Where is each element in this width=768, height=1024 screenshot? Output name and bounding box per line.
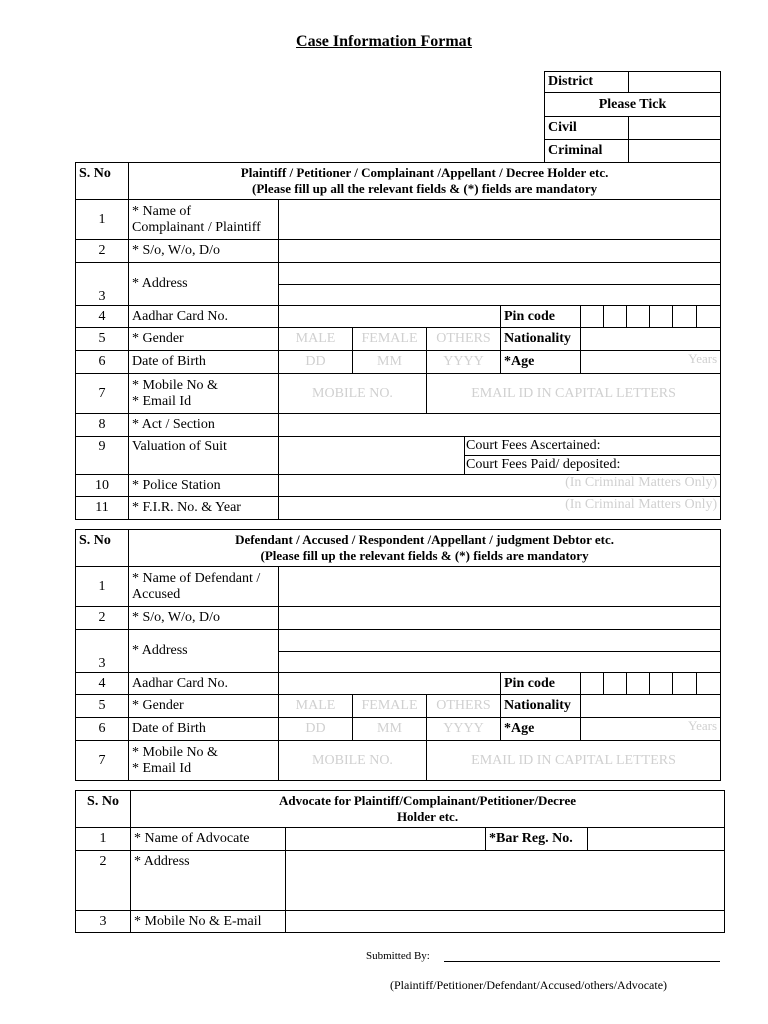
gender-others-option[interactable]: OTHERS <box>427 328 501 351</box>
gender-female-option[interactable]: FEMALE <box>353 695 427 718</box>
row-number: 1 <box>76 567 129 607</box>
advocate-header-line1: Advocate for Plaintiff/Complainant/Petitioner/Decree <box>279 793 577 808</box>
row-number: 3 <box>76 630 129 673</box>
submitted-by-label: Submitted By: <box>366 950 430 962</box>
advocate-section-header <box>131 791 725 828</box>
row-number: 1 <box>76 828 131 851</box>
criminal-label: Criminal <box>545 140 629 163</box>
pin-digit-box[interactable] <box>627 306 650 328</box>
advocate-address-input[interactable] <box>286 851 725 911</box>
name-label-line2: Accused <box>132 586 181 602</box>
submitter-roles: (Plaintiff/Petitioner/Defendant/Accused/others/Advocate) <box>390 978 668 992</box>
email-input[interactable]: EMAIL ID IN CAPITAL LETTERS <box>427 741 721 781</box>
row-number: 3 <box>76 911 131 933</box>
aadhar-label: Aadhar Card No. <box>129 306 279 328</box>
relation-label: * S/o, W/o, D/o <box>129 240 279 263</box>
age-label: *Age <box>501 351 581 374</box>
email-label: * Email Id <box>132 393 192 409</box>
plaintiff-name-input[interactable] <box>279 200 721 240</box>
advocate-name-label: * Name of Advocate <box>131 828 286 851</box>
civil-tick-box[interactable] <box>629 117 721 140</box>
row-number: 1 <box>76 200 129 240</box>
police-station-label: * Police Station <box>129 475 279 497</box>
court-fees-ascertained-field[interactable]: Court Fees Ascertained: <box>465 437 721 456</box>
row-number: 2 <box>76 851 131 911</box>
row-number: 6 <box>76 718 129 741</box>
row-number: 7 <box>76 741 129 781</box>
bar-reg-input[interactable] <box>588 828 725 851</box>
valuation-label: Valuation of Suit <box>129 437 279 475</box>
plaintiff-section-header <box>129 163 721 200</box>
dob-month-input[interactable]: MM <box>353 351 427 374</box>
plaintiff-address-line1-input[interactable] <box>279 263 721 285</box>
dob-year-input[interactable]: YYYY <box>427 718 501 741</box>
advocate-contact-input[interactable] <box>286 911 725 933</box>
fir-label: * F.I.R. No. & Year <box>129 497 279 520</box>
contact-label <box>129 374 279 414</box>
row-number: 10 <box>76 475 129 497</box>
civil-label: Civil <box>545 117 629 140</box>
name-label <box>129 200 279 240</box>
row-number: 7 <box>76 374 129 414</box>
act-section-input[interactable] <box>279 414 721 437</box>
signature-line[interactable] <box>444 948 720 962</box>
please-tick-label: Please Tick <box>545 93 721 117</box>
advocate-header-line2: Holder etc. <box>396 809 459 824</box>
defendant-name-label <box>129 567 279 607</box>
name-label-line1: * Name of Defendant / <box>132 570 261 586</box>
plaintiff-address-line2-input[interactable] <box>279 285 721 306</box>
pin-digit-box[interactable] <box>650 306 673 328</box>
relation-label: * S/o, W/o, D/o <box>129 607 279 630</box>
police-station-input[interactable]: (In Criminal Matters Only) <box>279 475 721 497</box>
district-box <box>544 71 721 163</box>
plaintiff-aadhar-input[interactable] <box>279 306 501 328</box>
age-label: *Age <box>501 718 581 741</box>
defendant-address-line2-input[interactable] <box>279 652 721 673</box>
name-label-line1: * Name of <box>132 203 192 219</box>
age-input[interactable]: Years <box>581 718 721 741</box>
row-number: 8 <box>76 414 129 437</box>
plaintiff-header-line2: (Please fill up all the relevant fields & (*) fields are mandatory <box>252 181 598 196</box>
gender-label: * Gender <box>129 695 279 718</box>
pin-digit-box[interactable] <box>673 306 697 328</box>
defendant-nationality-input[interactable] <box>581 695 721 718</box>
row-number: 5 <box>76 328 129 351</box>
gender-male-option[interactable]: MALE <box>279 328 353 351</box>
email-input[interactable]: EMAIL ID IN CAPITAL LETTERS <box>427 374 721 414</box>
row-number: 6 <box>76 351 129 374</box>
plaintiff-table <box>75 162 721 520</box>
row-number: 2 <box>76 607 129 630</box>
row-number: 5 <box>76 695 129 718</box>
gender-label: * Gender <box>129 328 279 351</box>
criminal-tick-box[interactable] <box>629 140 721 163</box>
dob-day-input[interactable]: DD <box>279 718 353 741</box>
dob-year-input[interactable]: YYYY <box>427 351 501 374</box>
email-label: * Email Id <box>132 760 192 776</box>
pin-digit-box[interactable] <box>673 673 697 695</box>
defendant-table <box>75 529 721 781</box>
pin-digit-box[interactable] <box>581 673 604 695</box>
pin-digit-box[interactable] <box>604 673 627 695</box>
row-number: 4 <box>76 673 129 695</box>
gender-others-option[interactable]: OTHERS <box>427 695 501 718</box>
nationality-label: Nationality <box>501 695 581 718</box>
contact-label <box>129 741 279 781</box>
defendant-header-line2: (Please fill up the relevant fields & (*) fields are mandatory <box>260 548 589 563</box>
advocate-contact-label: * Mobile No & E-mail <box>131 911 286 933</box>
defendant-name-input[interactable] <box>279 567 721 607</box>
pin-digit-box[interactable] <box>650 673 673 695</box>
advocate-address-label: * Address <box>131 851 286 911</box>
address-label: * Address <box>129 263 279 306</box>
advocate-name-input[interactable] <box>286 828 486 851</box>
age-input[interactable]: Years <box>581 351 721 374</box>
row-number: 11 <box>76 497 129 520</box>
defendant-relation-input[interactable] <box>279 607 721 630</box>
act-section-label: * Act / Section <box>129 414 279 437</box>
row-number: 4 <box>76 306 129 328</box>
pin-digit-box[interactable] <box>697 306 721 328</box>
dob-label: Date of Birth <box>129 718 279 741</box>
court-fees-paid-field[interactable]: Court Fees Paid/ deposited: <box>465 456 721 475</box>
address-label: * Address <box>129 630 279 673</box>
pin-digit-box[interactable] <box>697 673 721 695</box>
col-sno-header: S. No <box>76 791 131 828</box>
dob-month-input[interactable]: MM <box>353 718 427 741</box>
aadhar-label: Aadhar Card No. <box>129 673 279 695</box>
defendant-section-header <box>129 530 721 567</box>
gender-female-option[interactable]: FEMALE <box>353 328 427 351</box>
defendant-address-line1-input[interactable] <box>279 630 721 652</box>
defendant-aadhar-input[interactable] <box>279 673 501 695</box>
mobile-label: * Mobile No & <box>132 744 218 760</box>
col-sno-header: S. No <box>76 163 129 200</box>
gender-male-option[interactable]: MALE <box>279 695 353 718</box>
nationality-label: Nationality <box>501 328 581 351</box>
row-number: 3 <box>76 263 129 306</box>
mobile-input[interactable]: MOBILE NO. <box>279 741 427 781</box>
pin-code-label: Pin code <box>501 673 581 695</box>
district-label: District <box>545 72 629 93</box>
pin-code-label: Pin code <box>501 306 581 328</box>
plaintiff-relation-input[interactable] <box>279 240 721 263</box>
row-number: 2 <box>76 240 129 263</box>
valuation-input[interactable] <box>279 437 465 475</box>
pin-digit-box[interactable] <box>604 306 627 328</box>
fir-input[interactable]: (In Criminal Matters Only) <box>279 497 721 520</box>
defendant-header-line1: Defendant / Accused / Respondent /Appellant / judgment Debtor etc. <box>235 532 614 547</box>
mobile-label: * Mobile No & <box>132 377 218 393</box>
mobile-input[interactable]: MOBILE NO. <box>279 374 427 414</box>
dob-label: Date of Birth <box>129 351 279 374</box>
name-label-line2: Complainant / Plaintiff <box>132 219 261 235</box>
bar-reg-label: *Bar Reg. No. <box>486 828 588 851</box>
pin-digit-box[interactable] <box>581 306 604 328</box>
pin-digit-box[interactable] <box>627 673 650 695</box>
district-field[interactable] <box>629 72 721 93</box>
advocate-table <box>75 790 725 933</box>
page-title: Case Information Format <box>296 33 472 50</box>
plaintiff-header-line1: Plaintiff / Petitioner / Complainant /Appellant / Decree Holder etc. <box>240 165 609 180</box>
col-sno-header: S. No <box>76 530 129 567</box>
dob-day-input[interactable]: DD <box>279 351 353 374</box>
plaintiff-nationality-input[interactable] <box>581 328 721 351</box>
row-number: 9 <box>76 437 129 475</box>
